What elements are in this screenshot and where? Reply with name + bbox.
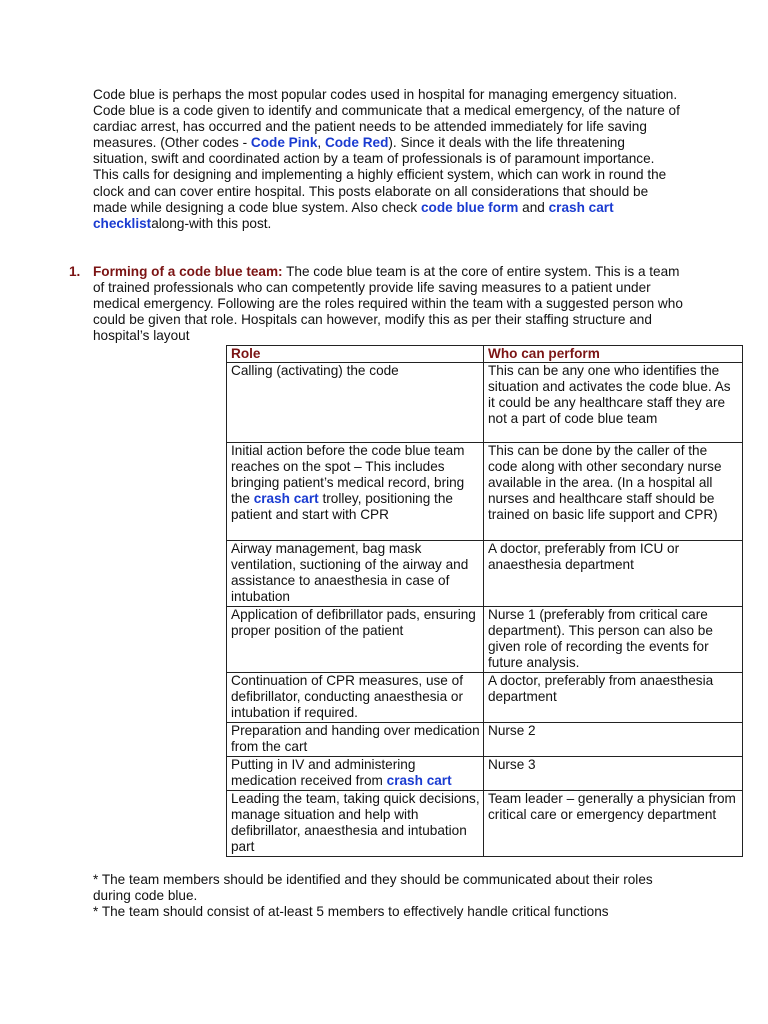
intro-text: ). Since it deals with the life threatening situation, swift and coordinated action by a team of professionals is of paramount importance. This calls for designing and implementing a highly efficient system, which can work in round the clock and can cover entire hospital. This posts elaborate on all considerations that should be made while designing a code blue system. Also check	[93, 135, 667, 215]
who-cell: Nurse 3	[484, 757, 743, 791]
note-item: * The team members should be identified and they should be communicated about their roles during code blue.	[93, 872, 653, 904]
notes-block	[93, 872, 693, 920]
table-row	[227, 541, 743, 607]
section-number: 1.	[69, 264, 81, 279]
table-row	[227, 791, 743, 857]
intro-text: along-with this post.	[151, 215, 272, 231]
who-cell: A doctor, preferably from anaesthesia department	[484, 673, 743, 723]
code-blue-form-link[interactable]: code blue form	[420, 199, 519, 215]
who-cell: Team leader – generally a physician from critical care or emergency department	[484, 791, 743, 857]
section-text: The code blue team is at the core of entire system. This is a team of trained professionals who can competently provide life saving measures to a patient under medical emergency. Following are the roles required within the team with a suggested person who could be given that role. Hospitals can however, modify this as per their staffing structure and hospital’s layout	[93, 264, 683, 344]
role-text: Putting in IV and administering medication received from	[231, 757, 416, 789]
who-cell: This can be done by the caller of the code along with other secondary nurse available in the area. (In a hospital all nurses and healthcare staff should be trained on basic life support and CPR)	[484, 443, 743, 541]
table-row	[227, 607, 743, 673]
intro-paragraph	[93, 87, 683, 232]
crash-cart-link[interactable]: crash cart	[386, 773, 452, 789]
crash-cart-checklist-link[interactable]: crash cart checklist	[93, 199, 614, 231]
intro-text: Code blue is perhaps the most popular codes used in hospital for managing emergency situation. Code blue is a code given to identify and communicate that a medical emergency, of the nature of cardiac arrest, has occurred and the patient needs to be attended immediately for life saving measures. (Other codes -	[93, 87, 680, 151]
role-cell: Airway management, bag mask ventilation, suctioning of the airway and assistance to anaesthesia in case of intubation	[227, 541, 484, 607]
header-who-can-perform: Who can perform	[484, 346, 743, 363]
who-cell: Nurse 1 (preferably from critical care department). This person can also be given role of recording the events for future analysis.	[484, 607, 743, 673]
section-body	[93, 264, 689, 344]
role-cell	[227, 443, 484, 541]
role-cell	[227, 757, 484, 791]
role-cell: Continuation of CPR measures, use of defibrillator, conducting anaesthesia or intubation if required.	[227, 673, 484, 723]
code-pink-link[interactable]: Code Pink	[250, 135, 318, 151]
note-item: * The team should consist of at-least 5 members to effectively handle critical functions	[93, 904, 609, 920]
role-cell: Preparation and handing over medication from the cart	[227, 723, 484, 757]
role-cell: Application of defibrillator pads, ensuring proper position of the patient	[227, 607, 484, 673]
who-cell: A doctor, preferably from ICU or anaesthesia department	[484, 541, 743, 607]
table-row	[227, 673, 743, 723]
who-cell: Nurse 2	[484, 723, 743, 757]
crash-cart-link[interactable]: crash cart	[253, 491, 319, 507]
code-red-link[interactable]: Code Red	[324, 135, 389, 151]
intro-separator: ,	[317, 135, 325, 151]
roles-table	[226, 345, 743, 857]
role-text: Initial action before the code blue team reaches on the spot – This includes bringing patient’s medical record, bring the	[231, 443, 465, 507]
role-cell: Leading the team, taking quick decisions, manage situation and help with defibrillator, anaesthesia and intubation part	[227, 791, 484, 857]
header-role: Role	[227, 346, 484, 363]
role-text: trolley, positioning the patient and start with CPR	[231, 491, 453, 523]
who-cell: This can be any one who identifies the situation and activates the code blue. As it could be any healthcare staff they are not a part of code blue team	[484, 363, 743, 443]
table-row	[227, 757, 743, 791]
section-title: Forming of a code blue team:	[93, 264, 283, 279]
intro-text: and	[518, 199, 549, 215]
role-cell: Calling (activating) the code	[227, 363, 484, 443]
table-row	[227, 723, 743, 757]
table-row	[227, 363, 743, 443]
table-header-row	[227, 346, 743, 363]
table-row	[227, 443, 743, 541]
